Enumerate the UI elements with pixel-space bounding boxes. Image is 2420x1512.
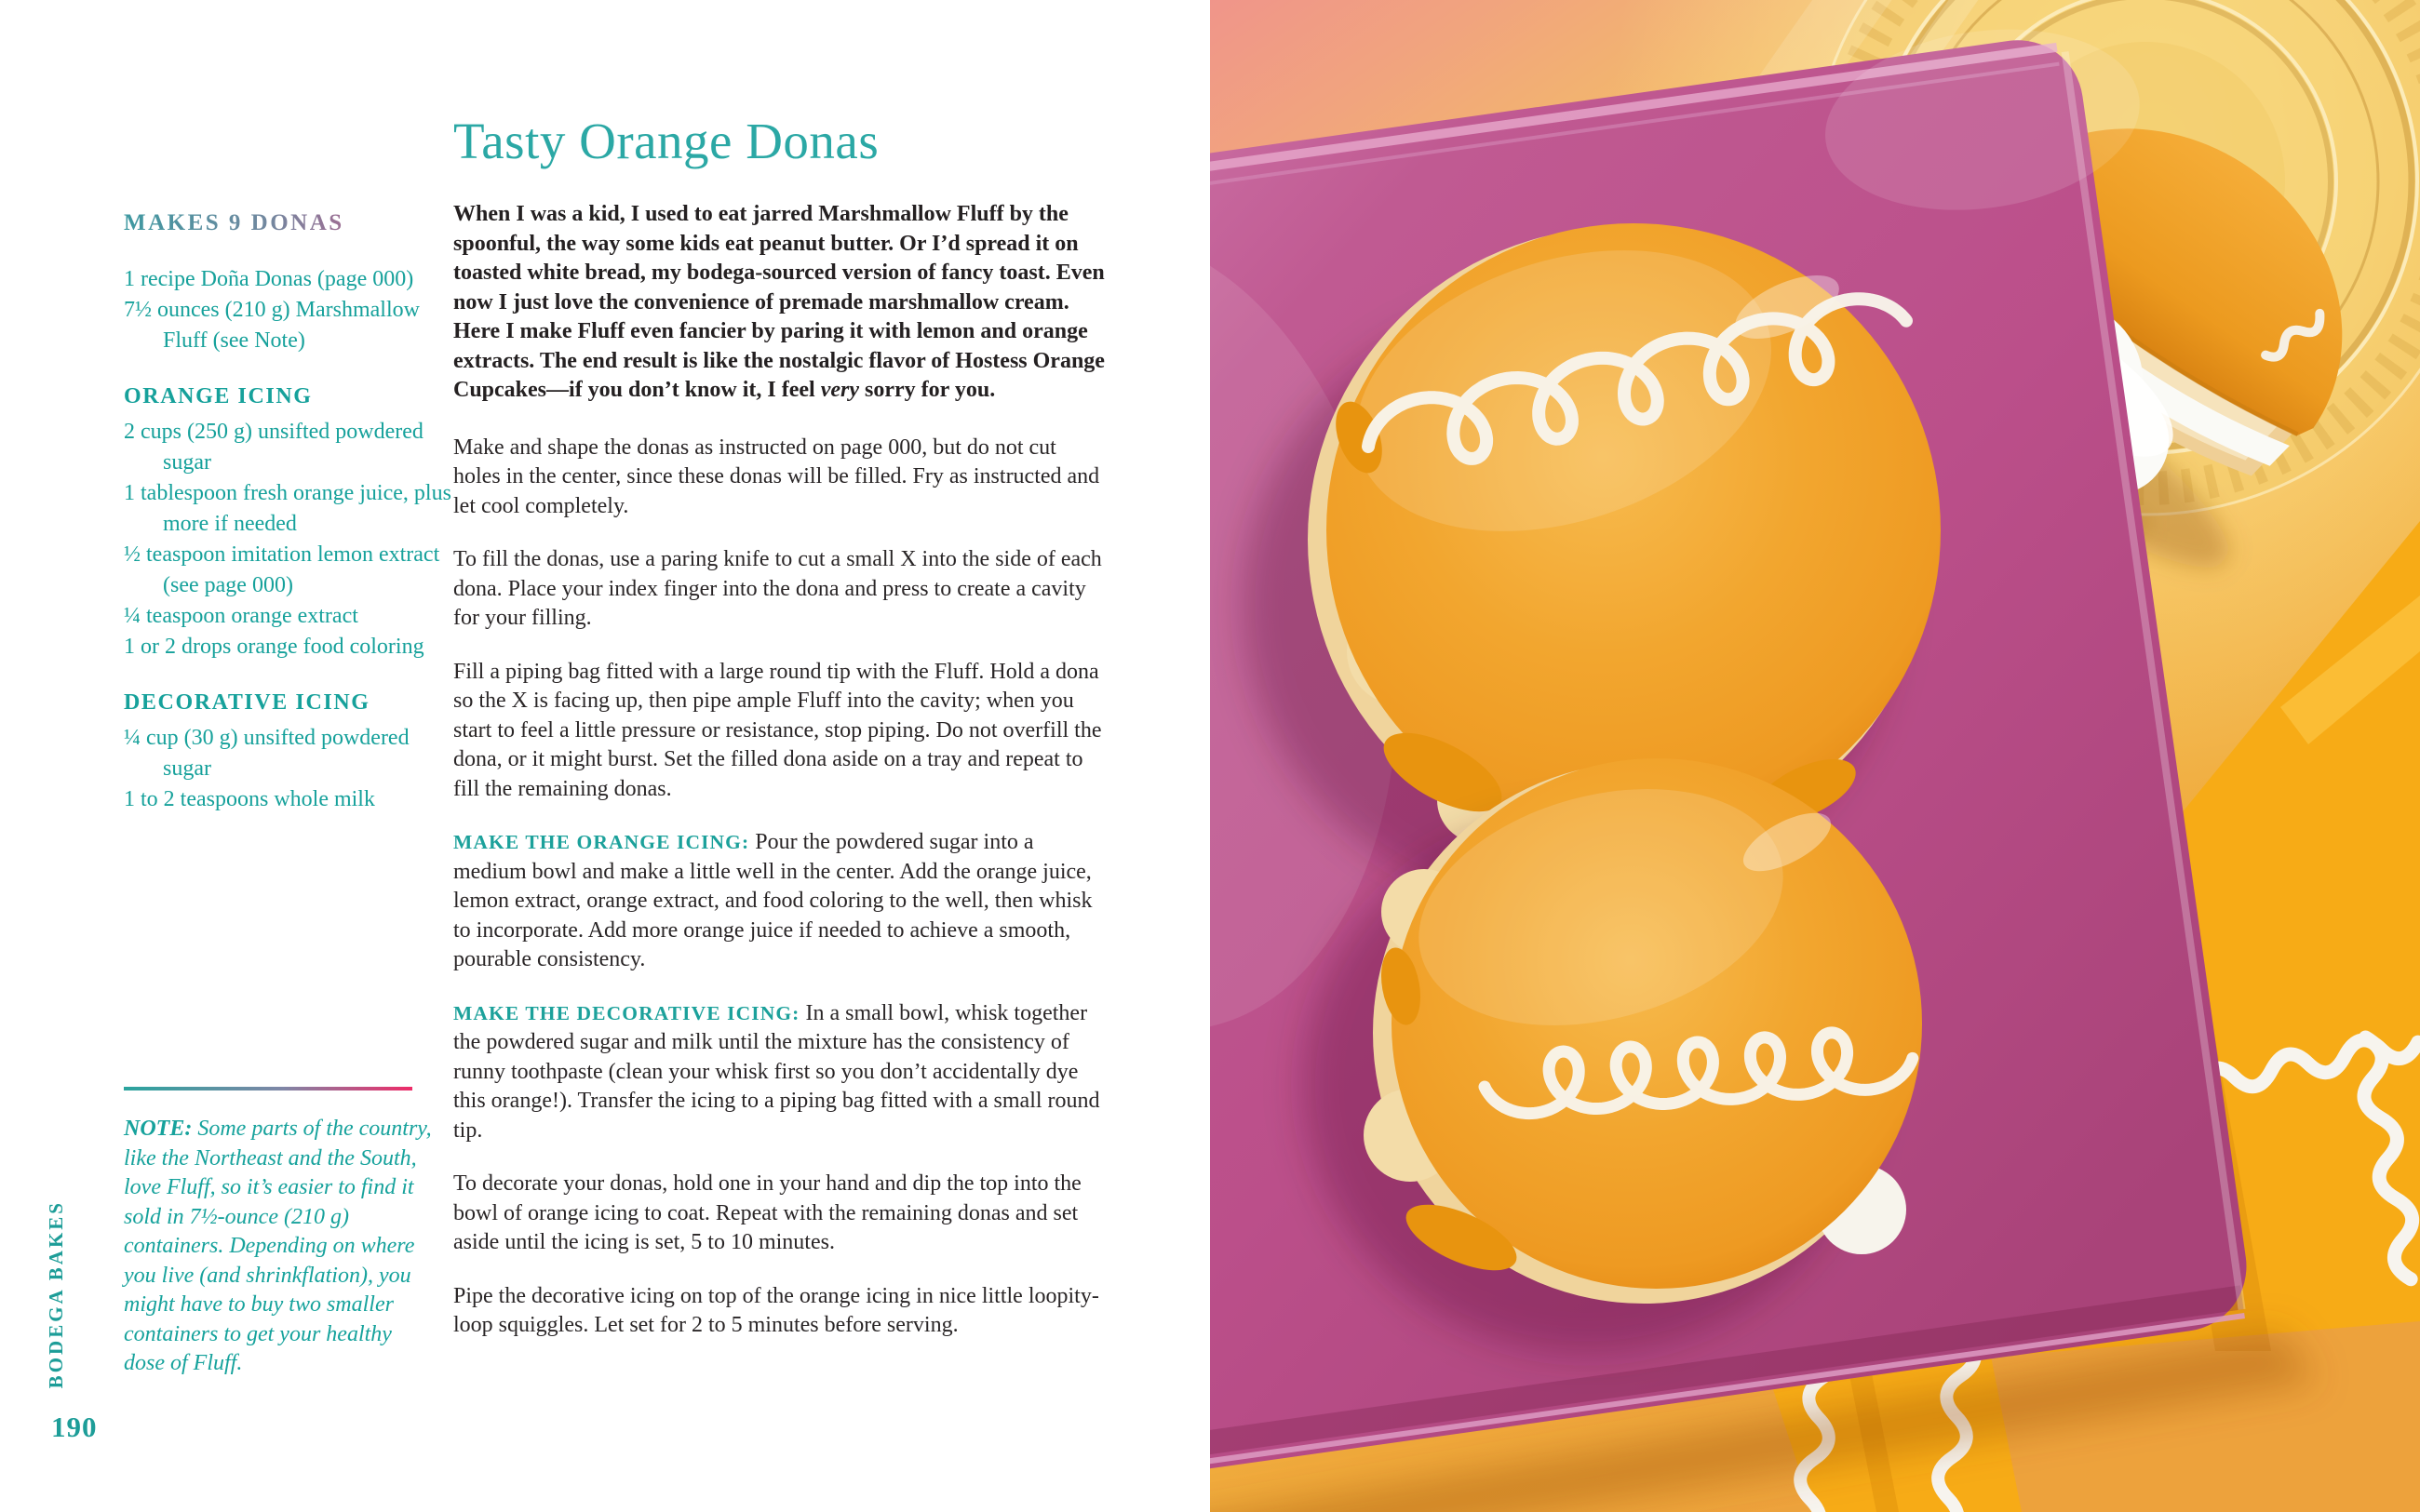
instruction-text: To fill the donas, use a paring knife to cut a small X into the side of each dona. Place your index finger into the dona and press to create a cavity for your filling. (453, 547, 1102, 630)
page-number: 190 (51, 1411, 98, 1443)
instruction-text: Fill a piping bag fitted with a large round tip with the Fluff. Hold a dona so the X is facing up, then pipe ample Fluff into the cavity; when you start to feel a little pressure or resistance, stop piping. Do not overfill the dona, or it might burst. Set the filled dona aside on a tray and repeat to fill the remaining donas. (453, 659, 1102, 801)
note-divider (124, 1087, 412, 1091)
headnote-italic: very (820, 378, 859, 402)
step-runin-label: MAKE THE DECORATIVE ICING: (453, 1001, 800, 1024)
ingredient-group-heading: ORANGE ICING (124, 384, 313, 408)
instruction-text: Pipe the decorative icing on top of the orange icing in nice little loopity-loop squiggles. Let set for 2 to 5 minutes before serving. (453, 1283, 1099, 1337)
recipe-sidebar (124, 210, 451, 815)
instruction-text: To decorate your donas, hold one in your hand and dip the top into the bowl of orange icing to coat. Repeat with the remaining donas and set aside until the icing is set, 5 to 10 minutes. (453, 1171, 1082, 1254)
instruction-paragraph (453, 1282, 1105, 1341)
note-text (124, 1115, 433, 1379)
ingredient-item: 1 to 2 teaspoons whole milk (124, 787, 375, 811)
recipe-article (453, 112, 1105, 1365)
ingredient-item: 7½ ounces (210 g) Marshmallow Fluff (see Note) (124, 298, 420, 353)
instruction-paragraph-orange-icing (453, 828, 1105, 975)
ingredient-group-orange-icing (124, 384, 451, 662)
step-runin-label: MAKE THE ORANGE ICING: (453, 831, 750, 853)
ingredient-item: 2 cups (250 g) unsifted powdered sugar (124, 420, 424, 475)
ingredient-group-heading: DECORATIVE ICING (124, 690, 370, 715)
headnote-text: When I was a kid, I used to eat jarred Marshmallow Fluff by the spoonful, the way some kids eat peanut butter. Or I’d spread it on toasted white bread, my bodega-sourced version of fancy toast. Even now I just love the convenience of premade marshmallow cream. Here I make Fluff even fancier by paring it with lemon and orange extracts. The end result is like the nostalgic flavor of Hostess Orange Cupcakes—if you don’t know it, I feel (453, 202, 1105, 402)
ingredient-group-main (124, 264, 451, 356)
instruction-paragraph-decorative-icing (453, 999, 1105, 1146)
ingredient-group-decorative-icing (124, 690, 451, 815)
recipe-headnote (453, 200, 1105, 406)
ingredient-item: 1 or 2 drops orange food coloring (124, 635, 424, 659)
instruction-text: In a small bowl, whisk together the powdered sugar and milk until the mixture has the consistency of runny toothpaste (clean your whisk first so you don’t accidentally dye this orange!). Transfer the icing to a piping bag fitted with a small round tip. (453, 1000, 1100, 1143)
instruction-paragraph (453, 545, 1105, 634)
instruction-paragraph (453, 1170, 1105, 1258)
headnote-text-end: sorry for you. (859, 378, 996, 402)
recipe-photo (1210, 0, 2420, 1512)
spine-book-title: BODEGA BAKES (45, 1199, 67, 1388)
note-label: NOTE: (124, 1117, 193, 1141)
ingredient-item: 1 recipe Doña Donas (page 000) (124, 267, 414, 291)
ingredient-item: 1 tablespoon fresh orange juice, plus more if needed (124, 481, 451, 536)
note-body: Some parts of the country, like the Northeast and the South, love Fluff, so it’s easier to find it sold in 7½-ounce (210 g) containers. Depending on where you live (and shrinkflation), you might have to buy two smaller containers to get your healthy dose of Fluff. (124, 1117, 432, 1375)
yield-line: MAKES 9 DONAS (124, 210, 451, 236)
ingredient-item: ½ teaspoon imitation lemon extract (see page 000) (124, 542, 440, 597)
instruction-paragraph (453, 434, 1105, 522)
instruction-text: Make and shape the donas as instructed on page 000, but do not cut holes in the center, since these donas will be filled. Fry as instructed and let cool completely. (453, 435, 1100, 518)
ingredient-item: ¼ cup (30 g) unsifted powdered sugar (124, 726, 410, 781)
instruction-paragraph (453, 658, 1105, 805)
right-page-photo (1210, 0, 2420, 1512)
note-block (124, 1087, 433, 1379)
instruction-text: Pour the powdered sugar into a medium bowl and make a little well in the center. Add the orange juice, lemon extract, orange extract, and food coloring to the well, then whisk to incorporate. Add more orange juice if needed to achieve a smooth, pourable consistency. (453, 830, 1093, 971)
ingredient-item: ¼ teaspoon orange extract (124, 604, 358, 628)
recipe-title: Tasty Orange Donas (453, 113, 880, 169)
